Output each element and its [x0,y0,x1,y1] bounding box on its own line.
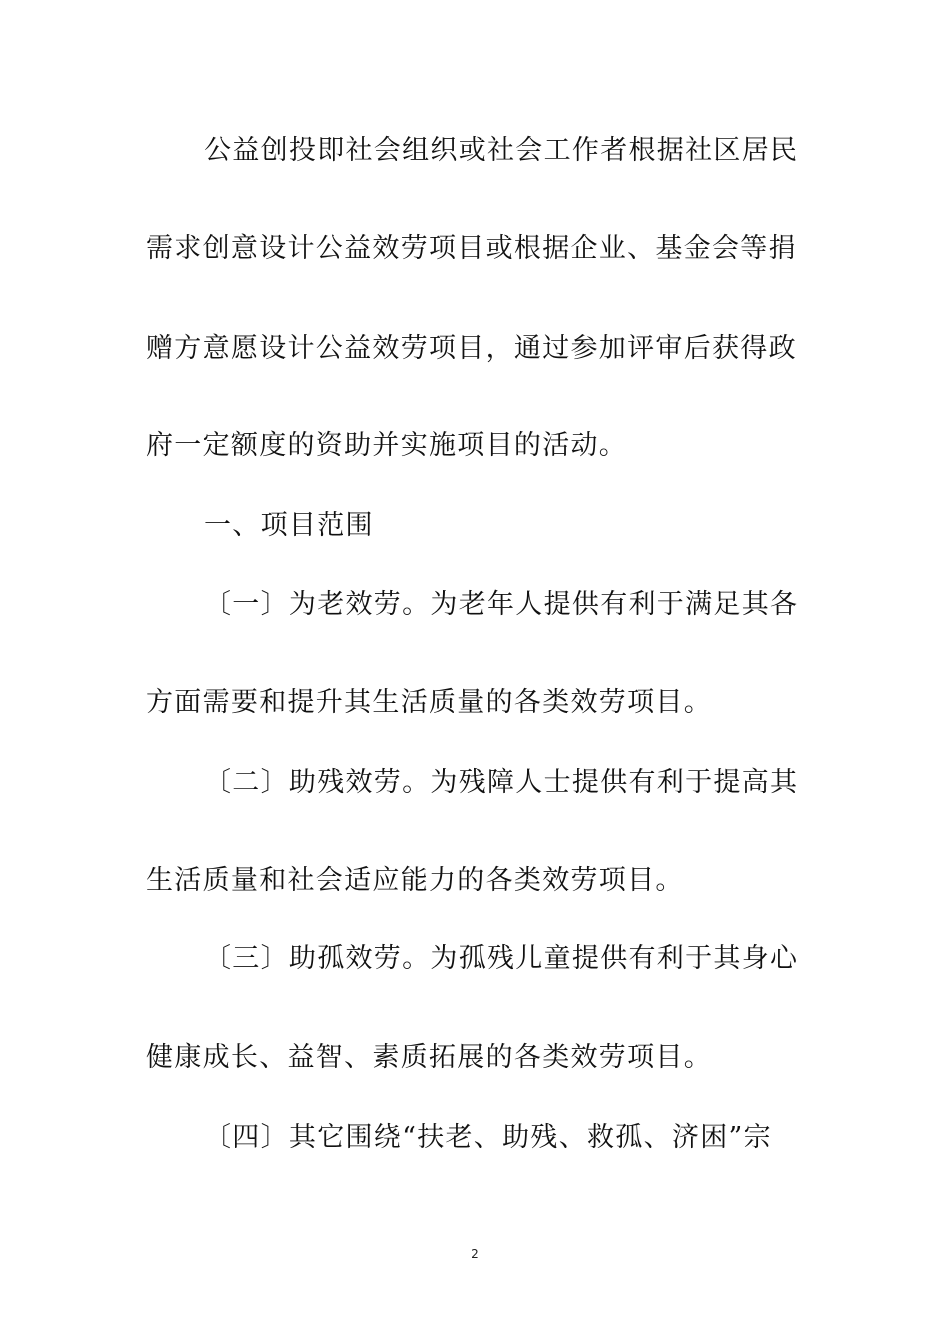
item-3-line-1: 〔三〕助孤效劳。为孤残儿童提供有利于其身心 [204,943,799,974]
item-2-line-2: 生活质量和社会适应能力的各类效劳项目。 [146,865,684,896]
item-3-line-2: 健康成长、益智、素质拓展的各类效劳项目。 [146,1042,712,1073]
item-4-line-1: 〔四〕其它围绕“扶老、助残、救孤、济困”宗 [204,1122,772,1153]
item-2-line-1: 〔二〕助残效劳。为残障人士提供有利于提高其 [204,767,799,798]
item-1-line-2: 方面需要和提升其生活质量的各类效劳项目。 [146,687,712,718]
item-1-line-1: 〔一〕为老效劳。为老年人提供有利于满足其各 [204,589,799,620]
paragraph-intro-line-3: 赠方意愿设计公益效劳项目，通过参加评审后获得政 [146,333,797,364]
paragraph-intro-line-4: 府一定额度的资助并实施项目的活动。 [146,430,628,461]
page-number: 2 [471,1247,479,1261]
paragraph-intro-line-1: 公益创投即社会组织或社会工作者根据社区居民 [204,135,799,166]
section-heading-project-scope: 一、项目范围 [204,510,374,541]
paragraph-intro-line-2: 需求创意设计公益效劳项目或根据企业、基金会等捐 [146,233,797,264]
